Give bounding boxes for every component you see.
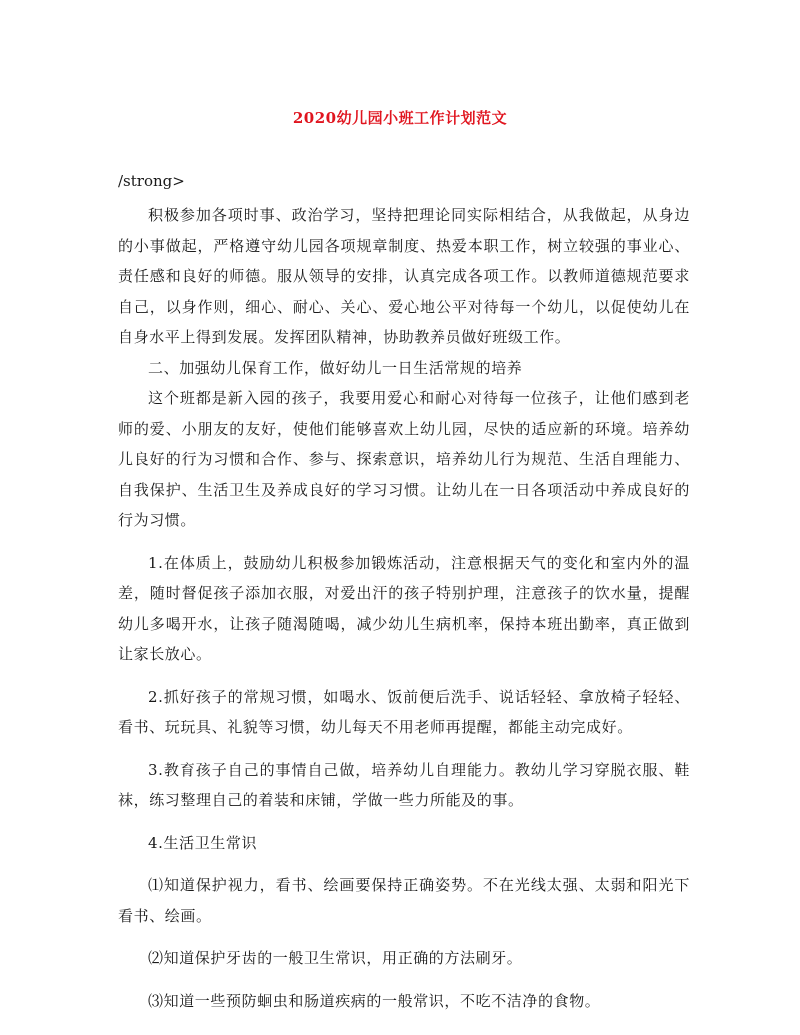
document-body [118, 200, 690, 1016]
paragraph-item-1: 1.在体质上，鼓励幼儿积极参加锻炼活动，注意根据天气的变化和室内外的温差，随时督促孩子添加衣服，对爱出汗的孩子特别护理，注意孩子的饮水量，提醒幼儿多喝开水，让孩子随渴随喝，减少幼儿生病机率，保持本班出勤率，真正做到让家长放心。 [118, 553, 690, 663]
paragraph-item-4: 4.生活卫生常识 [148, 833, 258, 852]
paragraph-subitem-2: ⑵知道保护牙齿的一般卫生常识，用正确的方法刷牙。 [148, 949, 523, 967]
document-title: 2020幼儿园小班工作计划范文 [292, 109, 508, 127]
paragraph-item-3: 3.教育孩子自己的事情自己做，培养幼儿自理能力。教幼儿学习穿脱衣服、鞋袜，练习整理自己的着装和床铺，学做一些力所能及的事。 [118, 760, 690, 809]
paragraph-item-2: 2.抓好孩子的常规习惯，如喝水、饭前便后洗手、说话轻轻、拿放椅子轻轻、看书、玩玩具、礼貌等习惯，幼儿每天不用老师再提醒，都能主动完成好。 [118, 687, 690, 736]
stray-tag-text: /strong> [118, 172, 185, 190]
paragraph-teacher-ethics: 积极参加各项时事、政治学习，坚持把理论同实际相结合，从我做起，从身边的小事做起，严格遵守幼儿园各项规章制度、热爱本职工作，树立较强的事业心、责任感和良好的师德。服从领导的安排，认真完成各项工作。以教师道德规范要求自己，以身作则，细心、耐心、关心、爱心地公平对待每一个幼儿，以促使幼儿在自身水平上得到发展。发挥团队精神，协助教养员做好班级工作。 [118, 206, 690, 346]
section-heading-care: 二、加强幼儿保育工作，做好幼儿一日生活常规的培养 [148, 358, 523, 377]
paragraph-subitem-3: ⑶知道一些预防蛔虫和肠道疾病的一般常识，不吃不洁净的食物。 [148, 991, 601, 1010]
paragraph-subitem-1: ⑴知道保护视力，看书、绘画要保持正确姿势。不在光线太强、太弱和阳光下看书、绘画。 [118, 876, 690, 925]
paragraph-new-children: 这个班都是新入园的孩子，我要用爱心和耐心对待每一位孩子，让他们感到老师的爱、小朋友的友好，使他们能够喜欢上幼儿园，尽快的适应新的环境。培养幼儿良好的行为习惯和合作、参与、探索意识，培养幼儿行为规范、生活自理能力、自我保护、生活卫生及养成良好的学习习惯。让幼儿在一日各项活动中养成良好的行为习惯。 [118, 389, 690, 529]
